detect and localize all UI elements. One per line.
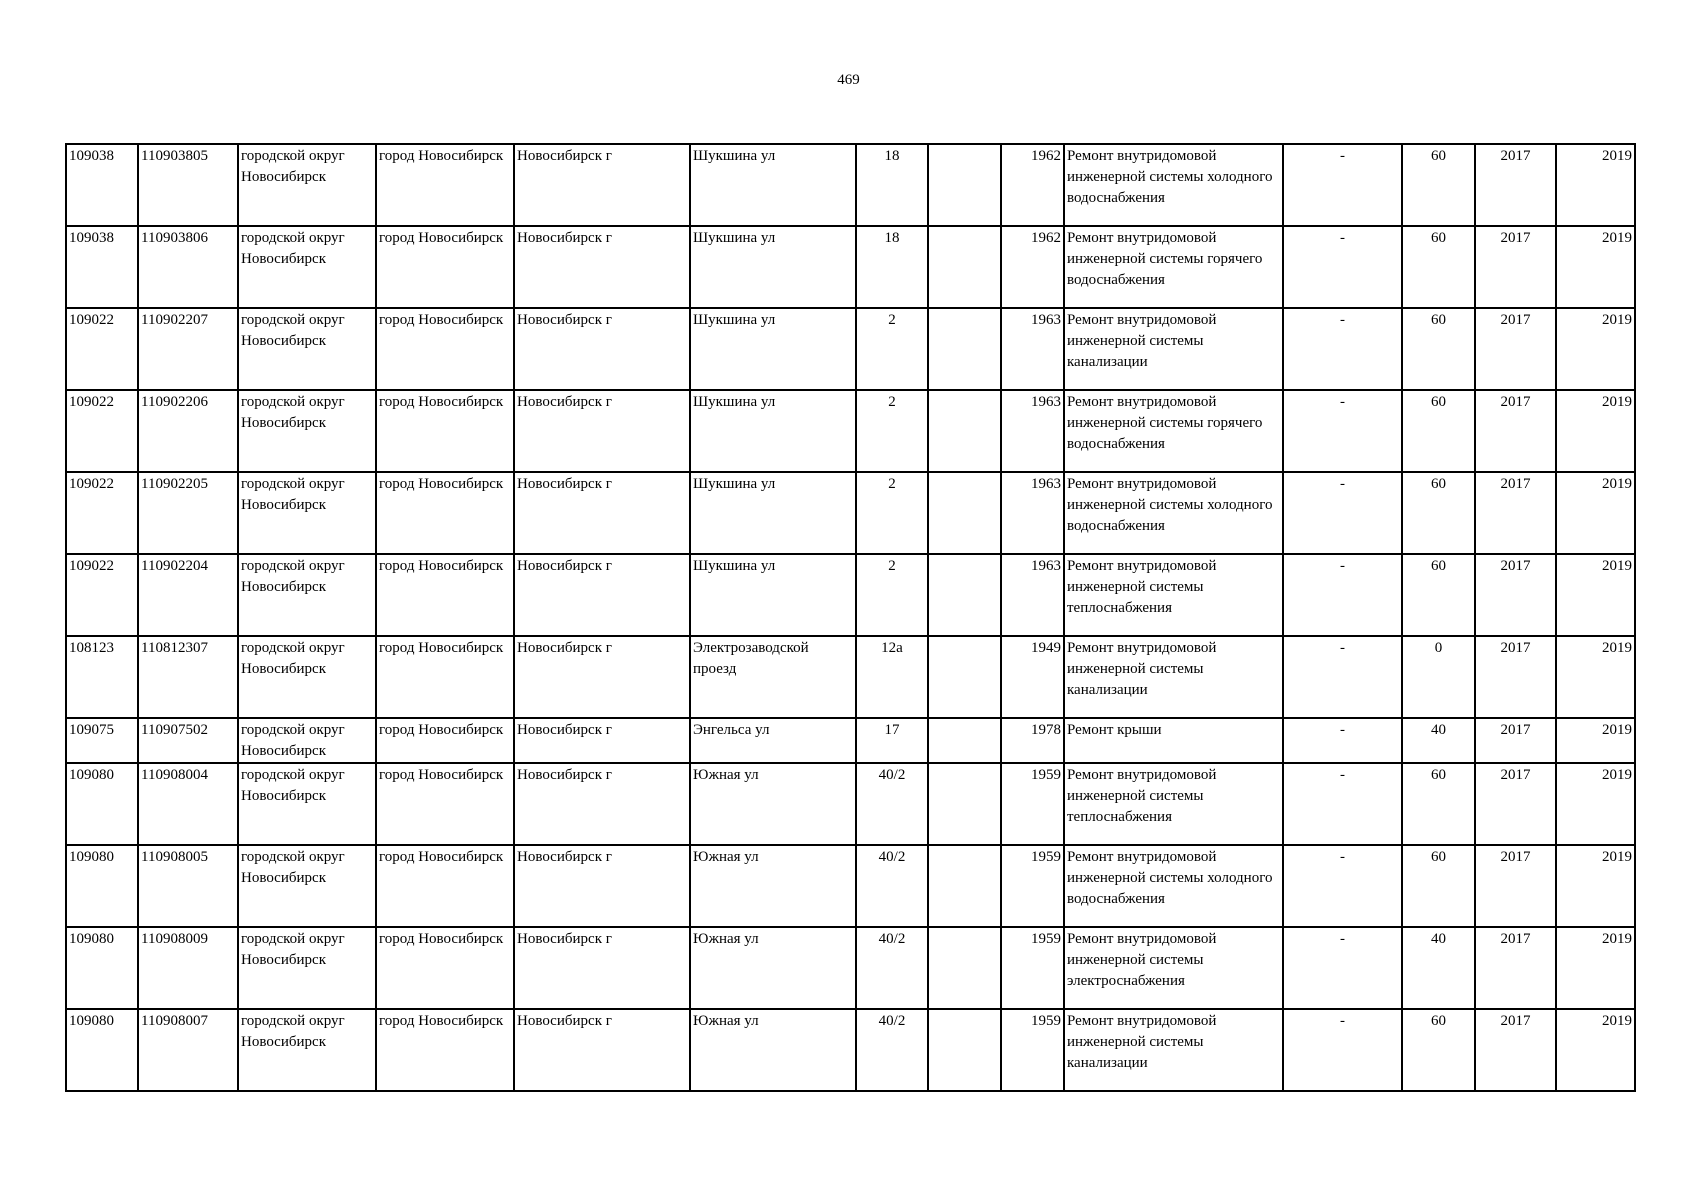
municipality-cell: городской округ Новосибирск (238, 390, 376, 472)
city-cell: Новосибирск г (514, 845, 690, 927)
street-cell: Шукшина ул (690, 226, 856, 308)
wear-percent-cell: 60 (1402, 845, 1475, 927)
start-year-cell: 2017 (1475, 636, 1556, 718)
house-number-cell: 17 (856, 718, 928, 763)
municipality-cell: городской округ Новосибирск (238, 927, 376, 1009)
dash-cell: - (1283, 554, 1402, 636)
street-cell: Южная ул (690, 845, 856, 927)
end-year-cell: 2019 (1556, 472, 1635, 554)
municipality-cell: городской округ Новосибирск (238, 718, 376, 763)
wear-percent-cell: 60 (1402, 763, 1475, 845)
table-row (66, 763, 1635, 845)
table-row (66, 308, 1635, 390)
city-cell: Новосибирск г (514, 144, 690, 226)
start-year-cell: 2017 (1475, 763, 1556, 845)
building-cell (928, 1009, 1001, 1091)
house-number-cell: 2 (856, 390, 928, 472)
municipality-cell: городской округ Новосибирск (238, 144, 376, 226)
house-number-cell: 40/2 (856, 927, 928, 1009)
settlement-cell: город Новосибирск (376, 927, 514, 1009)
work-id-cell: 110902206 (138, 390, 238, 472)
table-row (66, 845, 1635, 927)
table-row (66, 1009, 1635, 1091)
table-row (66, 390, 1635, 472)
work-type-cell: Ремонт крыши (1064, 718, 1283, 763)
building-cell (928, 472, 1001, 554)
house-number-cell: 40/2 (856, 1009, 928, 1091)
street-cell: Шукшина ул (690, 554, 856, 636)
house-id-cell: 109022 (66, 554, 138, 636)
municipality-cell: городской округ Новосибирск (238, 636, 376, 718)
end-year-cell: 2019 (1556, 845, 1635, 927)
work-type-cell: Ремонт внутридомовой инженерной системы канализации (1064, 308, 1283, 390)
building-cell (928, 718, 1001, 763)
settlement-cell: город Новосибирск (376, 763, 514, 845)
dash-cell: - (1283, 308, 1402, 390)
street-cell: Шукшина ул (690, 144, 856, 226)
house-number-cell: 40/2 (856, 845, 928, 927)
work-id-cell: 110907502 (138, 718, 238, 763)
start-year-cell: 2017 (1475, 845, 1556, 927)
street-cell: Шукшина ул (690, 390, 856, 472)
work-type-cell: Ремонт внутридомовой инженерной системы теплоснабжения (1064, 554, 1283, 636)
city-cell: Новосибирск г (514, 927, 690, 1009)
work-type-cell: Ремонт внутридомовой инженерной системы теплоснабжения (1064, 763, 1283, 845)
repair-schedule-table (65, 143, 1636, 1092)
start-year-cell: 2017 (1475, 718, 1556, 763)
city-cell: Новосибирск г (514, 718, 690, 763)
settlement-cell: город Новосибирск (376, 390, 514, 472)
house-id-cell: 109038 (66, 144, 138, 226)
house-number-cell: 18 (856, 226, 928, 308)
year-built-cell: 1959 (1001, 845, 1064, 927)
end-year-cell: 2019 (1556, 763, 1635, 845)
wear-percent-cell: 60 (1402, 144, 1475, 226)
settlement-cell: город Новосибирск (376, 718, 514, 763)
page-number: 469 (837, 72, 860, 88)
work-id-cell: 110902204 (138, 554, 238, 636)
house-id-cell: 109038 (66, 226, 138, 308)
work-type-cell: Ремонт внутридомовой инженерной системы холодного водоснабжения (1064, 472, 1283, 554)
dash-cell: - (1283, 763, 1402, 845)
work-type-cell: Ремонт внутридомовой инженерной системы горячего водоснабжения (1064, 390, 1283, 472)
year-built-cell: 1963 (1001, 390, 1064, 472)
end-year-cell: 2019 (1556, 554, 1635, 636)
work-id-cell: 110812307 (138, 636, 238, 718)
year-built-cell: 1959 (1001, 763, 1064, 845)
house-number-cell: 40/2 (856, 763, 928, 845)
table-row (66, 472, 1635, 554)
street-cell: Южная ул (690, 1009, 856, 1091)
house-id-cell: 109080 (66, 845, 138, 927)
street-cell: Южная ул (690, 763, 856, 845)
table-row (66, 718, 1635, 763)
house-id-cell: 109075 (66, 718, 138, 763)
street-cell: Шукшина ул (690, 308, 856, 390)
street-cell: Шукшина ул (690, 472, 856, 554)
building-cell (928, 927, 1001, 1009)
house-id-cell: 109080 (66, 927, 138, 1009)
start-year-cell: 2017 (1475, 226, 1556, 308)
table-row (66, 927, 1635, 1009)
work-id-cell: 110908009 (138, 927, 238, 1009)
work-type-cell: Ремонт внутридомовой инженерной системы канализации (1064, 1009, 1283, 1091)
building-cell (928, 845, 1001, 927)
end-year-cell: 2019 (1556, 144, 1635, 226)
end-year-cell: 2019 (1556, 718, 1635, 763)
dash-cell: - (1283, 845, 1402, 927)
wear-percent-cell: 60 (1402, 308, 1475, 390)
municipality-cell: городской округ Новосибирск (238, 226, 376, 308)
city-cell: Новосибирск г (514, 1009, 690, 1091)
settlement-cell: город Новосибирск (376, 226, 514, 308)
work-type-cell: Ремонт внутридомовой инженерной системы канализации (1064, 636, 1283, 718)
building-cell (928, 308, 1001, 390)
building-cell (928, 144, 1001, 226)
house-id-cell: 109080 (66, 1009, 138, 1091)
wear-percent-cell: 60 (1402, 226, 1475, 308)
table-row (66, 636, 1635, 718)
house-number-cell: 12а (856, 636, 928, 718)
work-type-cell: Ремонт внутридомовой инженерной системы электроснабжения (1064, 927, 1283, 1009)
building-cell (928, 390, 1001, 472)
start-year-cell: 2017 (1475, 1009, 1556, 1091)
city-cell: Новосибирск г (514, 763, 690, 845)
settlement-cell: город Новосибирск (376, 308, 514, 390)
wear-percent-cell: 60 (1402, 472, 1475, 554)
work-type-cell: Ремонт внутридомовой инженерной системы холодного водоснабжения (1064, 144, 1283, 226)
house-number-cell: 18 (856, 144, 928, 226)
settlement-cell: город Новосибирск (376, 144, 514, 226)
dash-cell: - (1283, 226, 1402, 308)
work-type-cell: Ремонт внутридомовой инженерной системы холодного водоснабжения (1064, 845, 1283, 927)
work-id-cell: 110903805 (138, 144, 238, 226)
municipality-cell: городской округ Новосибирск (238, 554, 376, 636)
wear-percent-cell: 40 (1402, 927, 1475, 1009)
dash-cell: - (1283, 472, 1402, 554)
year-built-cell: 1949 (1001, 636, 1064, 718)
start-year-cell: 2017 (1475, 308, 1556, 390)
dash-cell: - (1283, 390, 1402, 472)
house-number-cell: 2 (856, 308, 928, 390)
year-built-cell: 1963 (1001, 472, 1064, 554)
settlement-cell: город Новосибирск (376, 1009, 514, 1091)
work-id-cell: 110902207 (138, 308, 238, 390)
start-year-cell: 2017 (1475, 144, 1556, 226)
table-row (66, 226, 1635, 308)
start-year-cell: 2017 (1475, 472, 1556, 554)
dash-cell: - (1283, 927, 1402, 1009)
start-year-cell: 2017 (1475, 927, 1556, 1009)
city-cell: Новосибирск г (514, 226, 690, 308)
work-id-cell: 110908004 (138, 763, 238, 845)
settlement-cell: город Новосибирск (376, 845, 514, 927)
year-built-cell: 1959 (1001, 1009, 1064, 1091)
municipality-cell: городской округ Новосибирск (238, 763, 376, 845)
city-cell: Новосибирск г (514, 308, 690, 390)
house-id-cell: 109022 (66, 308, 138, 390)
work-id-cell: 110903806 (138, 226, 238, 308)
end-year-cell: 2019 (1556, 390, 1635, 472)
year-built-cell: 1962 (1001, 226, 1064, 308)
house-id-cell: 109022 (66, 472, 138, 554)
city-cell: Новосибирск г (514, 390, 690, 472)
wear-percent-cell: 0 (1402, 636, 1475, 718)
year-built-cell: 1962 (1001, 144, 1064, 226)
city-cell: Новосибирск г (514, 472, 690, 554)
settlement-cell: город Новосибирск (376, 472, 514, 554)
house-id-cell: 109022 (66, 390, 138, 472)
dash-cell: - (1283, 718, 1402, 763)
building-cell (928, 636, 1001, 718)
wear-percent-cell: 60 (1402, 554, 1475, 636)
municipality-cell: городской округ Новосибирск (238, 308, 376, 390)
year-built-cell: 1978 (1001, 718, 1064, 763)
city-cell: Новосибирск г (514, 636, 690, 718)
start-year-cell: 2017 (1475, 554, 1556, 636)
street-cell: Электрозаводской проезд (690, 636, 856, 718)
house-id-cell: 109080 (66, 763, 138, 845)
building-cell (928, 554, 1001, 636)
wear-percent-cell: 60 (1402, 390, 1475, 472)
year-built-cell: 1959 (1001, 927, 1064, 1009)
house-number-cell: 2 (856, 472, 928, 554)
municipality-cell: городской округ Новосибирск (238, 472, 376, 554)
work-id-cell: 110908005 (138, 845, 238, 927)
house-id-cell: 108123 (66, 636, 138, 718)
settlement-cell: город Новосибирск (376, 554, 514, 636)
start-year-cell: 2017 (1475, 390, 1556, 472)
building-cell (928, 763, 1001, 845)
wear-percent-cell: 40 (1402, 718, 1475, 763)
settlement-cell: город Новосибирск (376, 636, 514, 718)
work-id-cell: 110902205 (138, 472, 238, 554)
street-cell: Южная ул (690, 927, 856, 1009)
work-id-cell: 110908007 (138, 1009, 238, 1091)
municipality-cell: городской округ Новосибирск (238, 845, 376, 927)
year-built-cell: 1963 (1001, 554, 1064, 636)
building-cell (928, 226, 1001, 308)
end-year-cell: 2019 (1556, 226, 1635, 308)
work-type-cell: Ремонт внутридомовой инженерной системы горячего водоснабжения (1064, 226, 1283, 308)
street-cell: Энгельса ул (690, 718, 856, 763)
dash-cell: - (1283, 636, 1402, 718)
dash-cell: - (1283, 144, 1402, 226)
municipality-cell: городской округ Новосибирск (238, 1009, 376, 1091)
end-year-cell: 2019 (1556, 636, 1635, 718)
city-cell: Новосибирск г (514, 554, 690, 636)
wear-percent-cell: 60 (1402, 1009, 1475, 1091)
dash-cell: - (1283, 1009, 1402, 1091)
house-number-cell: 2 (856, 554, 928, 636)
end-year-cell: 2019 (1556, 927, 1635, 1009)
end-year-cell: 2019 (1556, 1009, 1635, 1091)
year-built-cell: 1963 (1001, 308, 1064, 390)
table-row (66, 554, 1635, 636)
table-body (66, 144, 1635, 1091)
end-year-cell: 2019 (1556, 308, 1635, 390)
table-row (66, 144, 1635, 226)
